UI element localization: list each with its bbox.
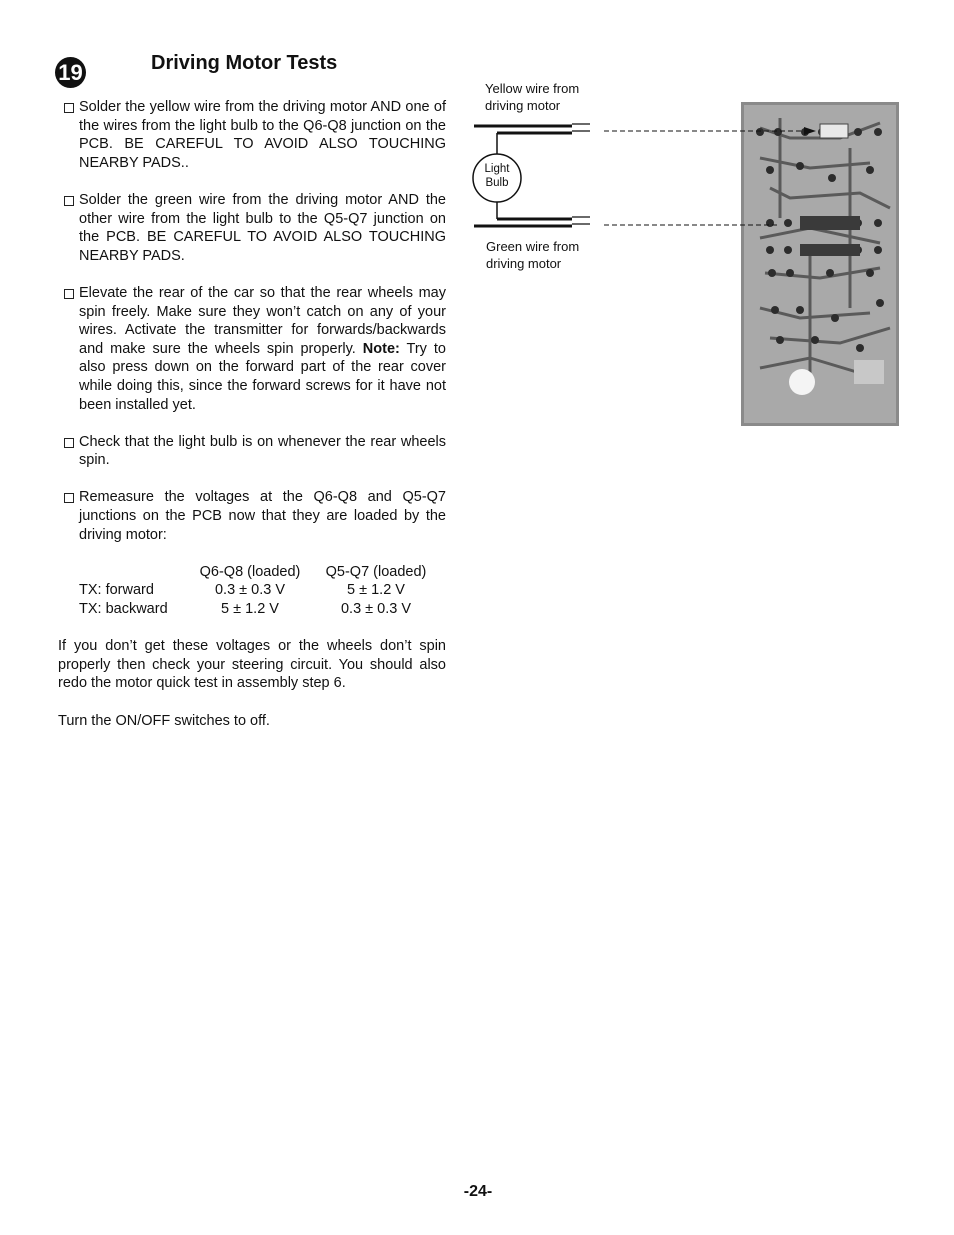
checkbox-icon[interactable]: [64, 438, 74, 448]
checklist-item-text: Remeasure the voltages at the Q6-Q8 and Q5-Q7 junctions on the PCB now that they are loaded by the driving motor:: [79, 489, 446, 543]
checklist-item-text: Solder the green wire from the driving motor AND the other wire from the light bulb to the Q5-Q7 junction on the PCB. BE CAREFUL TO AVOID ALSO TOUCHING NEARBY PADS.: [79, 191, 446, 264]
checklist-item-text: Solder the yellow wire from the driving motor AND one of the wires from the light bulb to the Q6-Q8 junction on the PCB. BE CAREFUL TO AVOID ALSO TOUCHING NEARBY PADS..: [79, 99, 446, 171]
light-bulb-label-line2: Bulb: [485, 177, 509, 189]
wiring-diagram: [460, 78, 900, 430]
checklist-item-text-cont: Try to also press down on the forward part of the rear cover while doing this, since the forward screws for it have not been installed yet.: [79, 340, 446, 413]
checklist-item: [58, 191, 446, 265]
table-cell: 5 ± 1.2 V: [221, 601, 279, 618]
table-cell: 0.3 ± 0.3 V: [214, 582, 286, 599]
light-bulb-label-line1: Light: [484, 163, 510, 175]
table-cell: TX: backward: [79, 601, 168, 618]
final-instruction-paragraph: Turn the ON/OFF switches to off.: [58, 712, 270, 729]
yellow-wire-label-line2: driving motor: [485, 98, 561, 113]
table-row: [79, 600, 435, 619]
table-header-cell: [79, 563, 183, 582]
checklist-item: [58, 488, 446, 544]
checkbox-icon[interactable]: [64, 103, 74, 113]
step-number-badge: 19: [55, 57, 86, 88]
table-cell: 5 ± 1.2 V: [347, 582, 405, 599]
checkbox-icon[interactable]: [64, 493, 74, 503]
table-row: [79, 581, 435, 600]
checklist-item-text: Elevate the rear of the car so that the rear wheels may spin freely. Make sure they won’t catch on any of your wires. Activate the transmitter for forwards/backwards and make sure the wheels spin properly.: [79, 284, 446, 357]
instructions-column: [58, 98, 446, 749]
checkbox-icon[interactable]: [64, 196, 74, 206]
note-label: Note:: [362, 340, 400, 357]
page-number: -24-: [463, 1183, 493, 1200]
checklist-item-text: Check that the light bulb is on whenever the rear wheels spin.: [79, 433, 446, 469]
checklist-item: [58, 98, 446, 172]
table-header-cell: Q5-Q7 (loaded): [325, 563, 427, 580]
pcb-photo: [741, 102, 899, 426]
green-wire-label: [486, 238, 579, 272]
voltage-table: [79, 563, 435, 619]
page-title: Driving Motor Tests: [151, 52, 338, 74]
light-bulb-label: [477, 162, 517, 190]
green-wire-label-line2: driving motor: [486, 256, 562, 271]
table-header-cell: Q6-Q8 (loaded): [199, 563, 301, 580]
green-wire-label-line1: Green wire from: [486, 239, 580, 254]
checklist-item: [58, 284, 446, 414]
troubleshooting-paragraph: If you don’t get these voltages or the wheels don’t spin properly then check your steering circuit. You should also redo the motor quick test in assembly step 6.: [58, 638, 446, 692]
table-header-row: [79, 563, 435, 582]
yellow-wire-label: [485, 80, 579, 114]
checkbox-icon[interactable]: [64, 289, 74, 299]
table-cell: TX: forward: [79, 582, 154, 599]
yellow-wire-label-line1: Yellow wire from: [485, 81, 580, 96]
checklist-item: [58, 433, 446, 470]
table-cell: 0.3 ± 0.3 V: [340, 601, 412, 618]
